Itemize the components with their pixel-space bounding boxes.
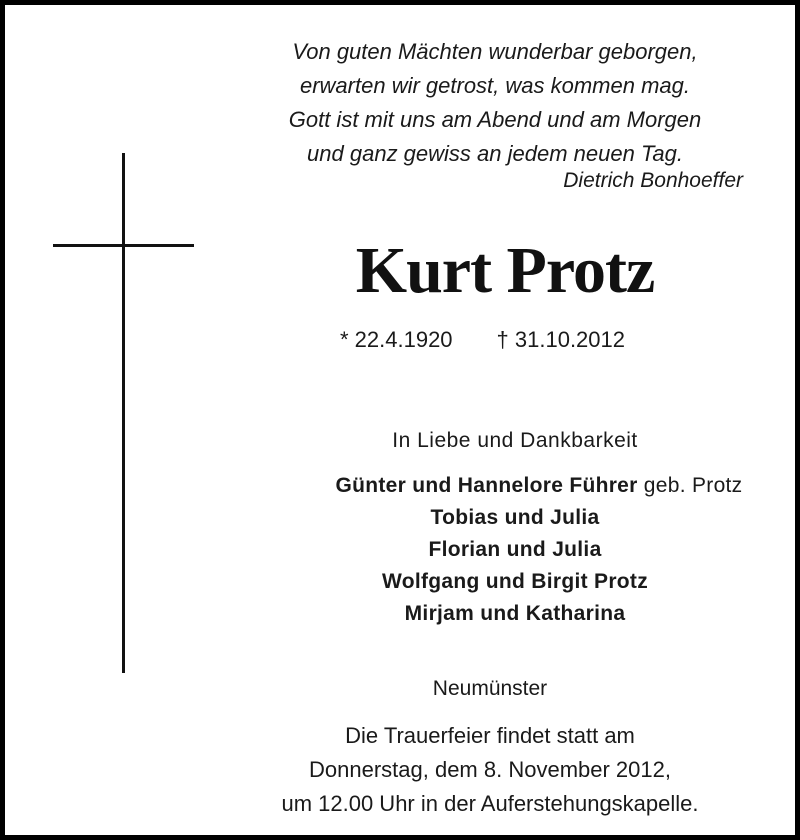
family-list	[205, 470, 800, 630]
cross-icon-vertical-bar	[122, 153, 125, 673]
family-member: Florian und Julia	[428, 538, 602, 561]
family-member: Tobias und Julia	[430, 506, 600, 529]
poem-author: Dietrich Bonhoeffer	[563, 169, 743, 192]
service-line: um 12.00 Uhr in der Auferstehungskapelle.	[281, 791, 699, 816]
funeral-service-info	[205, 719, 775, 821]
gratitude-line: In Liebe und Dankbarkeit	[392, 429, 638, 452]
poem-line: erwarten wir getrost, was kommen mag.	[299, 73, 691, 98]
deceased-name: Kurt Protz	[355, 234, 655, 307]
maiden-name: geb. Protz	[643, 474, 743, 497]
bonhoeffer-poem	[205, 35, 785, 171]
poem-line: Gott ist mit uns am Abend und am Morgen	[288, 107, 702, 132]
obituary-notice	[5, 5, 795, 835]
cross-icon-horizontal-bar	[53, 244, 194, 247]
service-line: Donnerstag, dem 8. November 2012,	[309, 757, 671, 782]
death-date: † 31.10.2012	[496, 327, 626, 352]
family-member: Mirjam und Katharina	[404, 602, 626, 625]
family-member-names: Günter und Hannelore Führer	[335, 474, 638, 497]
service-line: Die Trauerfeier findet statt am	[345, 723, 635, 748]
life-dates	[340, 327, 625, 353]
city: Neumünster	[432, 677, 548, 700]
poem-line: und ganz gewiss an jedem neuen Tag.	[307, 141, 683, 166]
poem-line: Von guten Mächten wunderbar geborgen,	[292, 39, 698, 64]
family-member	[253, 470, 800, 502]
family-member: Wolfgang und Birgit Protz	[381, 570, 649, 593]
birth-date: * 22.4.1920	[340, 327, 453, 352]
